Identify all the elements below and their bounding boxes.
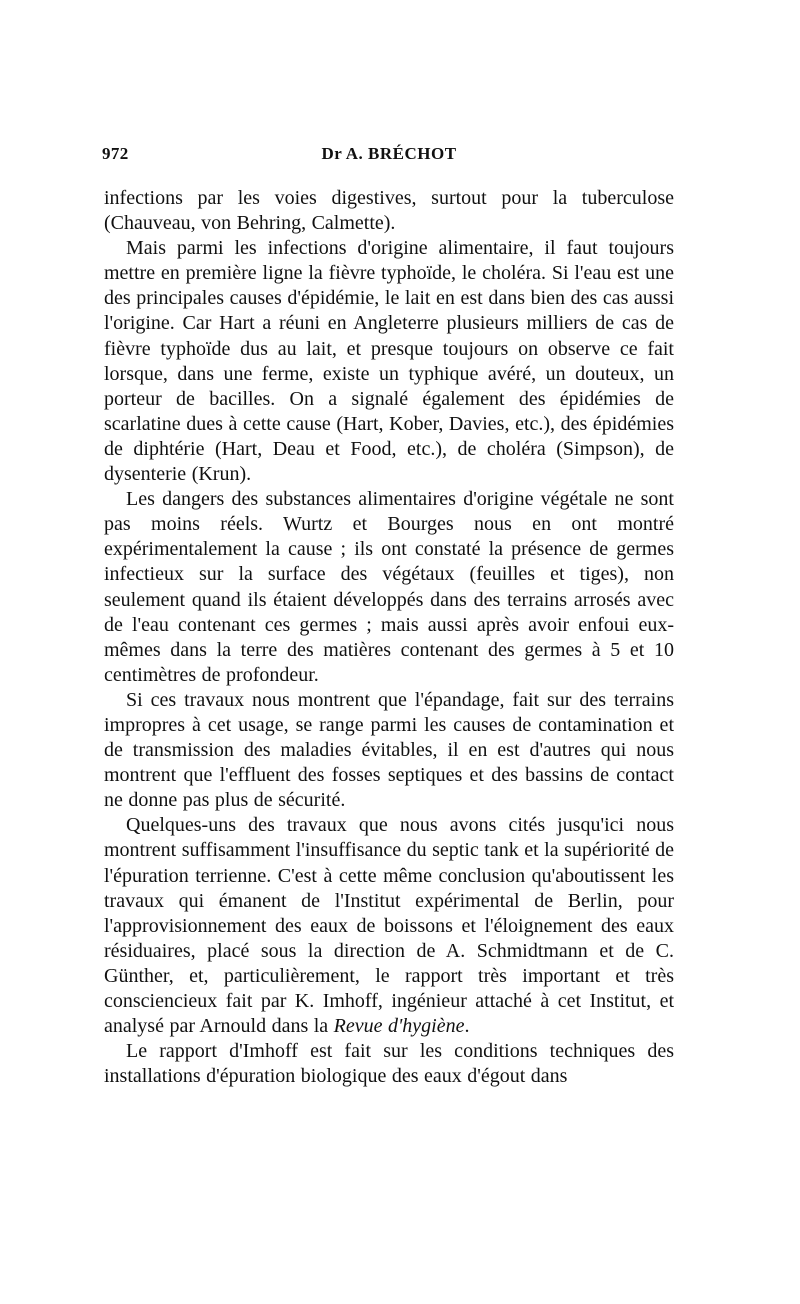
body-text (104, 186, 674, 1089)
paragraph-imhoff-report: Le rapport d'Imhoff est fait sur les conditions techniques des installations d'épuration biologique des eaux d'égout dans (104, 1040, 674, 1088)
paragraph-text: Quelques-uns des travaux que nous avons cités jusqu'ici nous montrent suffisamment l'insuffisance du septic tank et la supériorité de l'épuration terrienne. C'est à cette même conclusion qu'aboutissent les travaux qui émanent de l'Institut expérimental de Berlin, pour l'approvisionnement des eaux de boissons et l'éloignement des eaux résiduaires, placé sous la direction de A. Schmidtmann et de C. Günther, et, particulièrement, le rapport très important et très consciencieux fait par K. Imhoff, ingénieur attaché à cet Institut, et analysé par Arnould dans la (104, 814, 674, 1038)
page-number: 972 (102, 144, 129, 163)
paragraph-vegetable-foods: Les dangers des substances alimentaires d'origine végétale ne sont pas moins réels. Wurtz et Bourges nous en ont montré expérimentalement la cause ; ils ont constaté la présence de germes infectieux sur la surface des végétaux (feuilles et tiges), non seulement quand ils étaient développés dans des terrains arrosés avec de l'eau contenant ces germes ; mais aussi après avoir enfoui eux-mêmes dans la terre des matières contenant des germes à 5 et 10 centimètres de profondeur. (104, 488, 674, 686)
running-head-author: Dr A. BRÉCHOT (321, 144, 457, 163)
paragraph-septic-effluent: Si ces travaux nous montrent que l'épandage, fait sur des terrains impropres à cet usage, se range parmi les causes de contamination et de transmission des maladies évitables, il en est d'autres qui nous montrent que l'effluent des fosses septiques et des bassins de contact ne donne pas plus de sécurité. (104, 688, 674, 812)
journal-title: Revue d'hygiène (333, 1015, 465, 1038)
running-head (104, 140, 674, 168)
paragraph-text-end: . (464, 1015, 470, 1038)
paragraph-continued: infections par les voies digestives, surtout pour la tuberculose (Chauveau, von Behring, Calmette). (104, 187, 674, 235)
book-page (104, 140, 674, 1260)
paragraph-berlin-institute (104, 813, 674, 1039)
paragraph-alimentary-infections: Mais parmi les infections d'origine alimentaire, il faut toujours mettre en première ligne la fièvre typhoïde, le choléra. Si l'eau est une des principales causes d'épidémie, le lait en est dans bien des cas aussi l'origine. Car Hart a réuni en Angleterre plusieurs milliers de cas de fièvre typhoïde dus au lait, et presque toujours on observe ce fait lorsque, dans une ferme, existe un typhique avéré, un douteux, un porteur de bacilles. On a signalé également des épidémies de scarlatine dues à cette cause (Hart, Kober, Davies, etc.), des épidémies de diphtérie (Hart, Deau et Food, etc.), de choléra (Simpson), de dysenterie (Krun). (104, 237, 674, 486)
